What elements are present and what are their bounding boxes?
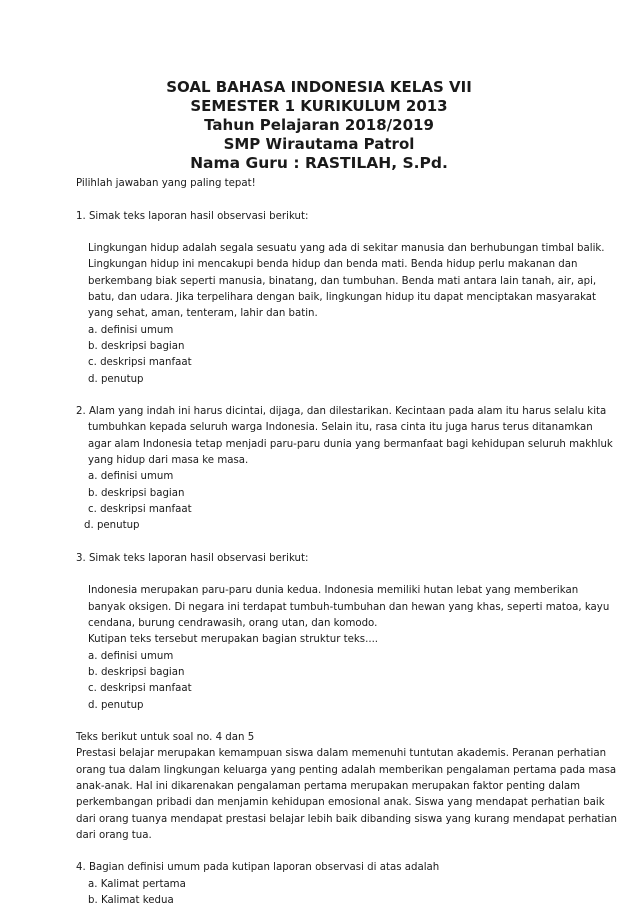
passage-line: anak-anak. Hal ini dikarenakan pengalaman pertama merupakan merupakan faktor penting dalam: [76, 780, 581, 792]
option-b: b. Kalimat kedua: [88, 895, 174, 907]
passage-line: Kutipan teks tersebut merupakan bagian struktur teks....: [88, 634, 379, 646]
passage-line: Indonesia merupakan paru-paru dunia kedua. Indonesia memiliki hutan lebat yang memberikan: [88, 585, 579, 597]
passage-line: yang sehat, aman, tenteram, lahir dan batin.: [88, 308, 318, 320]
option-b: b. deskripsi bagian: [88, 666, 185, 678]
question-2-line: 2. Alam yang indah ini harus dicintai, dijaga, dan dilestarikan. Kecintaan pada alam itu harus selalu kita: [76, 406, 607, 418]
teacher-line: Nama Guru : RASTILAH, S.Pd.: [190, 154, 448, 172]
question-1-passage: [76, 241, 605, 388]
option-c: c. deskripsi manfaat: [88, 683, 192, 695]
title-line: SOAL BAHASA INDONESIA KELAS VII: [166, 78, 472, 96]
question-3-prompt: 3. Simak teks laporan hasil observasi berikut:: [76, 552, 309, 564]
passage-line: dari orang tuanya mendapat prestasi belajar lebih baik dibanding siswa yang kurang mendapat perhatian: [76, 813, 617, 825]
passage-heading: Teks berikut untuk soal no. 4 dan 5: [76, 732, 255, 744]
passage-line: Prestasi belajar merupakan kemampuan siswa dalam memenuhi tuntutan akademis. Peranan perhatian: [76, 748, 607, 760]
question-4-prompt: 4. Bagian definisi umum pada kutipan laporan observasi di atas adalah: [76, 862, 440, 874]
school-line: SMP Wirautama Patrol: [223, 135, 415, 153]
question-2-line: tumbuhkan kepada seluruh warga Indonesia. Selain itu, rasa cinta itu juga harus terus ditanamkan: [88, 422, 593, 434]
option-d: d. penutup: [88, 373, 144, 385]
option-a: a. definisi umum: [88, 324, 174, 336]
question-4-options: [76, 877, 596, 909]
passage-line: berkembang biak seperti manusia, binatang, dan tumbuhan. Benda mati antara lain tanah, air, api,: [88, 275, 597, 287]
question-1-prompt: 1. Simak teks laporan hasil observasi berikut:: [76, 210, 309, 222]
option-b: b. deskripsi bagian: [88, 340, 185, 352]
option-a: a. definisi umum: [88, 650, 174, 662]
passage-line: cendana, burung cendrawasih, orang utan, dan komodo.: [88, 618, 378, 630]
question-2-continuation: [76, 420, 613, 518]
document-body: [76, 176, 617, 909]
passage-line: orang tua dalam lingkungan keluarga yang penting adalah memberikan pengalaman pertama pada masa: [76, 764, 617, 776]
passage-line: dari orang tua.: [76, 829, 152, 841]
option-d: d. penutup: [88, 699, 144, 711]
option-d: d. penutup: [84, 520, 140, 532]
passage-line: perkembangan pribadi dan menjamin kehidupan emosional anak. Siswa yang mendapat perhatian baik: [76, 797, 605, 809]
year-line: Tahun Pelajaran 2018/2019: [204, 116, 434, 134]
question-2-line: agar alam Indonesia tetap menjadi paru-paru dunia yang bermanfaat bagi kehidupan seluruh makhluk: [88, 438, 613, 450]
question-3-passage: [76, 583, 610, 713]
semester-line: SEMESTER 1 KURIKULUM 2013: [190, 97, 448, 115]
option-c: c. deskripsi manfaat: [88, 503, 192, 515]
option-c: c. deskripsi manfaat: [88, 357, 192, 369]
option-a: a. Kalimat pertama: [88, 878, 186, 890]
document-header: [0, 78, 638, 173]
question-2-line: yang hidup dari masa ke masa.: [88, 455, 249, 467]
instruction: Pilihlah jawaban yang paling tepat!: [76, 178, 256, 189]
passage-line: batu, dan udara. Jika terpelihara dengan baik, lingkungan hidup itu dapat menciptakan masyarakat: [88, 292, 597, 304]
passage-line: banyak oksigen. Di negara ini terdapat tumbuh-tumbuhan dan hewan yang khas, seperti matoa, kayu: [88, 601, 610, 613]
option-b: b. deskripsi bagian: [88, 487, 185, 499]
passage-line: Lingkungan hidup ini mencakupi benda hidup dan benda mati. Benda hidup perlu makanan dan: [88, 259, 578, 271]
reading-passage-4-5: [76, 730, 617, 844]
passage-line: Lingkungan hidup adalah segala sesuatu yang ada di sekitar manusia dan berhubungan timbal balik.: [88, 243, 605, 255]
option-a: a. definisi umum: [88, 471, 174, 483]
